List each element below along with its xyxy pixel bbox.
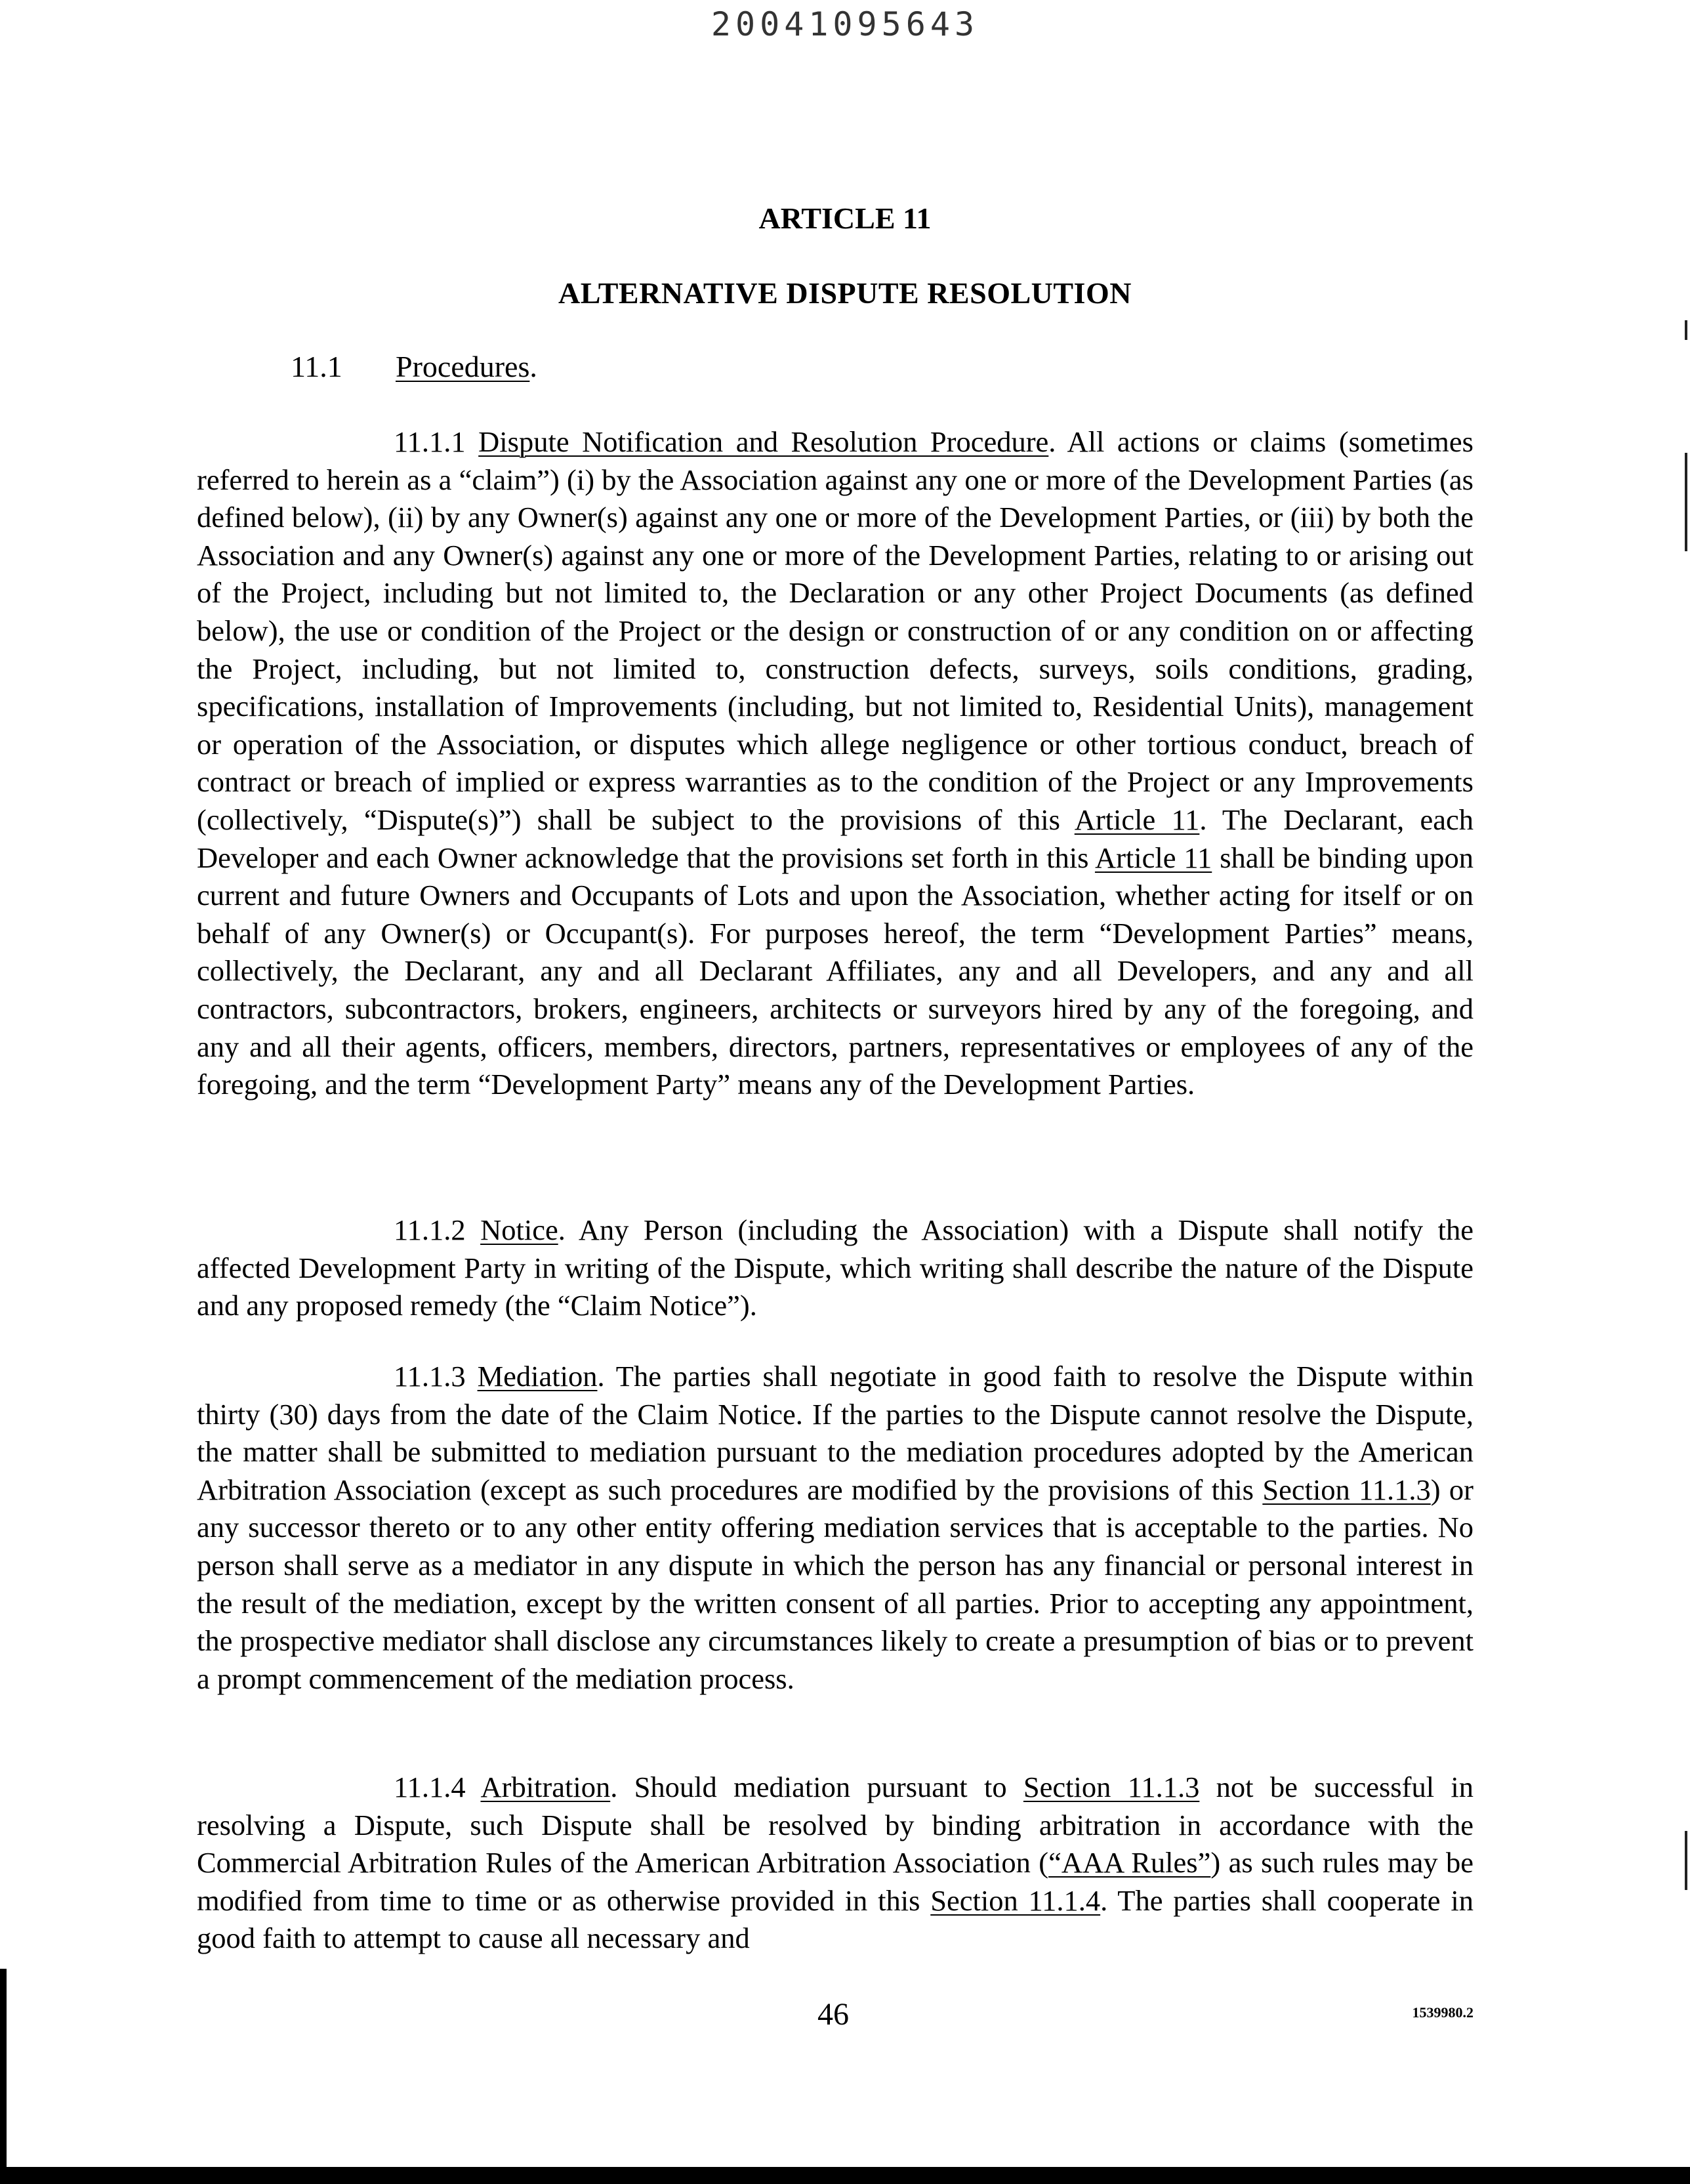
article-subtitle: ALTERNATIVE DISPUTE RESOLUTION (558, 276, 1132, 310)
scan-artifact (1685, 453, 1687, 551)
paragraph-text: Should mediation pursuant to (617, 1771, 1023, 1803)
scan-artifact (1685, 1831, 1687, 1890)
paragraph-text: . The parties shall cooperate in good faith to attempt to cause all necessary and (197, 1883, 1474, 1955)
paragraph-11-1-1 (197, 423, 1474, 1104)
paragraph-text: Any Person (including the Association) with a Dispute shall notify the affected Development Party in writing of the Dispute, which writing shall describe the nature of the Dispute and any proposed remedy (the “Claim Notice”). (197, 1213, 1474, 1322)
scan-edge-bottom (0, 2167, 1690, 2184)
paragraph-11-1-3 (197, 1358, 1474, 1698)
paragraph-heading: Notice (480, 1213, 558, 1246)
article-title: ARTICLE 11 (758, 201, 932, 235)
paragraph-number: 11.1.1 (394, 425, 466, 458)
paragraph-11-1-4 (197, 1769, 1474, 1958)
paragraph-number: 11.1.2 (394, 1213, 466, 1246)
paragraph-number: 11.1.3 (394, 1360, 466, 1393)
heading-period: . (610, 1771, 618, 1803)
page-number: 46 (817, 1997, 849, 2032)
cross-reference: Section 11.1.4 (930, 1883, 1101, 1917)
cross-reference: “AAA Rules” (1048, 1846, 1211, 1880)
document-code: 1539980.2 (1412, 2004, 1474, 2021)
recording-number: 20041095643 (711, 5, 979, 43)
paragraph-11-1-2 (197, 1211, 1474, 1325)
paragraph-text: not be successful in resolving a Dispute, such Dispute shall be resolved by binding arbitration in accordance with the Commercial Arbitration Rules of the American Arbitration Association ( (197, 1771, 1474, 1880)
paragraph-text: All actions or claims (sometimes referred to herein as a “claim”) (i) by the Association against any one or more of the Development Parties (as defined below), (ii) by any Owner(s) against any one or more of the Development Parties, or (iii) by both the Association and any Owner(s) against any one or more of the Development Parties, relating to or arising out of the Project, including but not limited to, the Declaration or any other Project Documents (as defined below), the use or condition of the Project or the design or construction of or any condition on or affecting the Project, including, but not limited to, construction defects, surveys, soils conditions, grading, specifications, installation of Improvements (including, but not limited to, Residential Units), management or operation of the Association, or disputes which allege negligence or other tortious conduct, breach of contract or breach of implied or express warranties as to the condition of the Project or any Improvements (collectively, “Dispute(s)”) shall be subject to the provisions of this (197, 425, 1474, 836)
paragraph-text: ) as such rules may be modified from time to time or as otherwise provided in this (197, 1846, 1474, 1917)
section-title-period: . (529, 350, 537, 383)
cross-reference: Section 11.1.3 (1262, 1473, 1431, 1506)
cross-reference: Article 11 (1074, 803, 1200, 836)
heading-period: . (597, 1360, 605, 1393)
paragraph-heading: Mediation (477, 1360, 598, 1393)
section-title: Procedures (396, 350, 530, 383)
paragraph-text: The parties shall negotiate in good faith to resolve the Dispute within thirty (30) days from the date of the Claim Notice. If the parties to the Dispute cannot resolve the Dispute, the matter shall be submitted to mediation pursuant to the mediation procedures adopted by the American Arbitration Association (except as such procedures are modified by the provisions of this (197, 1360, 1474, 1506)
section-heading (291, 349, 537, 384)
heading-period: . (1048, 425, 1056, 458)
heading-period: . (558, 1213, 566, 1246)
paragraph-text: ) or any successor thereto or to any other entity offering mediation services that is acceptable to the parties. No person shall serve as a mediator in any dispute in which the person has any financial or personal interest in the result of the mediation, except by the written consent of all parties. Prior to accepting any appointment, the prospective mediator shall disclose any circumstances likely to create a presumption of bias or to prevent a prompt commencement of the mediation process. (197, 1473, 1474, 1695)
paragraph-heading: Arbitration (480, 1771, 611, 1803)
scan-edge-left (0, 1969, 7, 2184)
scan-artifact (1685, 320, 1687, 340)
paragraph-text: shall be binding upon current and future Owners and Occupants of Lots and upon the Association, whether acting for itself or on behalf of any Owner(s) or Occupant(s). For purposes hereof, the term “Development Parties” means, collectively, the Declarant, any and all Declarant Affiliates, any and all Developers, and any and all contractors, subcontractors, brokers, engineers, architects or surveyors hired by any of the foregoing, and any and all their agents, officers, members, directors, partners, representatives or employees of any of the foregoing, and the term “Development Party” means any of the Development Parties. (197, 841, 1474, 1101)
cross-reference: Article 11 (1094, 841, 1212, 874)
paragraph-heading: Dispute Notification and Resolution Procedure (478, 425, 1049, 458)
paragraph-text: . The Declarant, each Developer and each Owner acknowledge that the provisions set forth in this (197, 803, 1474, 874)
paragraph-number: 11.1.4 (394, 1771, 466, 1803)
cross-reference: Section 11.1.3 (1023, 1771, 1200, 1803)
section-number: 11.1 (291, 350, 342, 383)
